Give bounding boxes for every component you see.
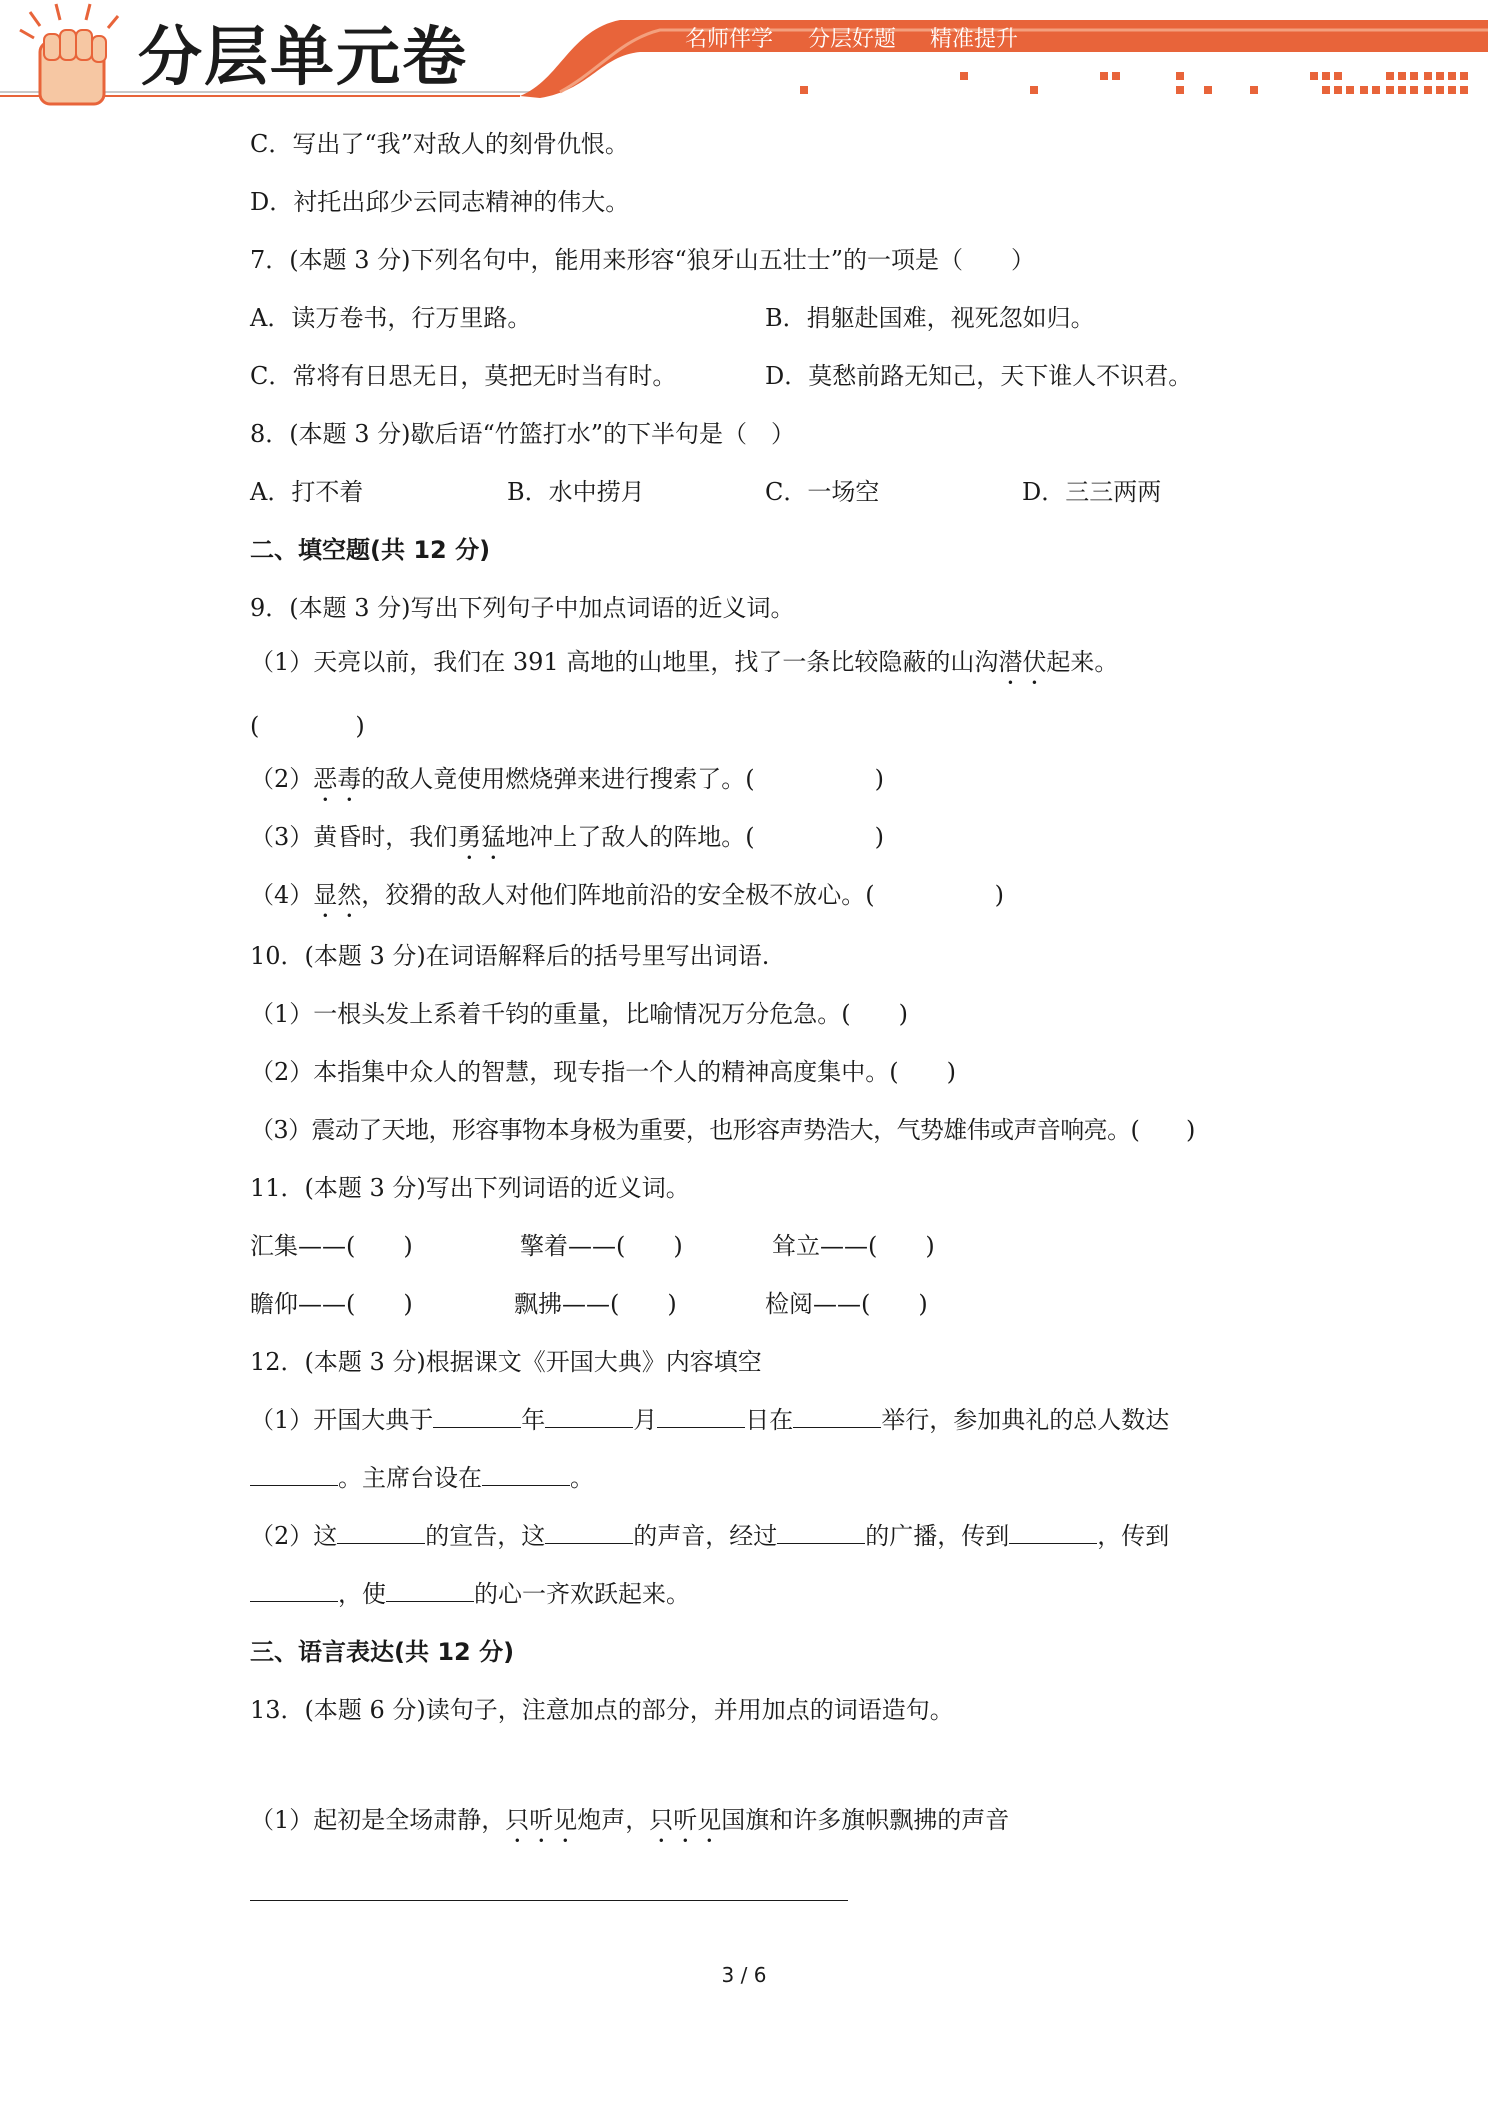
dotted-word: 勇猛 <box>457 823 506 851</box>
blank[interactable] <box>386 1579 474 1602</box>
text: （1）天亮以前，我们在 391 高地的山地里，找了一条比较隐蔽的山沟 <box>250 648 999 676</box>
question-13: 13．(本题 6 分)读句子，注意加点的部分，并用加点的词语造句。 <box>250 1696 954 1724</box>
section-heading: 二、填空题(共 12 分) <box>250 536 491 564</box>
text: （1）开国大典于 <box>250 1406 434 1434</box>
blank[interactable] <box>545 1521 633 1544</box>
blank[interactable] <box>250 1579 338 1602</box>
text: 炮声， <box>577 1806 650 1834</box>
option-line: D．衬托出邱少云同志精神的伟大。 <box>250 188 630 216</box>
blank[interactable] <box>250 1463 338 1486</box>
text: ，狡猾的敌人对他们阵地前沿的安全极不放心。( ) <box>361 881 1005 909</box>
slogan-2: 分层好题 <box>808 27 897 52</box>
option-d: D．三三两两 <box>1022 478 1162 506</box>
synonym-item: 擎着——( ) <box>520 1232 683 1260</box>
sub-question <box>250 1805 1009 1848</box>
option-b: B．水中捞月 <box>507 478 645 506</box>
text: 起来。 <box>1046 648 1119 676</box>
blank[interactable] <box>433 1405 521 1428</box>
slogan-3: 精准提升 <box>930 27 1019 52</box>
dotted-word: 只听见 <box>505 1806 578 1834</box>
synonym-item: 飘拂——( ) <box>514 1290 677 1318</box>
text: 。 <box>570 1464 594 1492</box>
synonym-item: 瞻仰——( ) <box>250 1290 413 1318</box>
text: 的宣告，这 <box>425 1522 546 1550</box>
blank[interactable] <box>657 1405 745 1428</box>
text: 日在 <box>745 1406 794 1434</box>
text: ，传到 <box>1097 1522 1170 1550</box>
text: 的广播，传到 <box>865 1522 1010 1550</box>
text: ，使 <box>338 1580 386 1608</box>
sub-question <box>250 880 1004 923</box>
synonym-item: 汇集——( ) <box>250 1232 413 1260</box>
text: 举行，参加典礼的总人数达 <box>881 1406 1170 1434</box>
option-c: C．常将有日思无日，莫把无时当有时。 <box>250 362 677 390</box>
fill-line <box>250 1521 1169 1551</box>
answer-line[interactable] <box>250 1900 848 1901</box>
blank[interactable] <box>337 1521 425 1544</box>
fill-line <box>250 1463 594 1493</box>
page-number: 3 / 6 <box>721 1963 767 1987</box>
synonym-item: 耸立——( ) <box>772 1232 935 1260</box>
text: （1）起初是全场肃静， <box>250 1806 506 1834</box>
fill-line <box>250 1405 1169 1435</box>
option-line: C．写出了“我”对敌人的刻骨仇恨。 <box>250 130 629 158</box>
blank[interactable] <box>545 1405 633 1428</box>
fill-line <box>250 1579 690 1609</box>
option-d: D．莫愁前路无知己，天下谁人不识君。 <box>765 362 1193 390</box>
sub-question: （3）震动了天地，形容事物本身极为重要，也形容声势浩大，气势雄伟或声音响亮。( ) <box>250 1116 1195 1144</box>
text: （3）黄昏时，我们 <box>250 823 458 851</box>
blank[interactable] <box>777 1521 865 1544</box>
sub-question <box>250 822 884 865</box>
synonym-item: 检阅——( ) <box>765 1290 928 1318</box>
slogan-1: 名师伴学 <box>685 27 774 52</box>
fist-logo-icon <box>20 4 118 104</box>
question-12: 12．(本题 3 分)根据课文《开国大典》内容填空 <box>250 1348 762 1376</box>
section-heading: 三、语言表达(共 12 分) <box>250 1638 515 1666</box>
question-11: 11．(本题 3 分)写出下列词语的近义词。 <box>250 1174 690 1202</box>
page-header <box>0 0 1488 110</box>
dotted-word: 潜伏 <box>998 648 1047 676</box>
text: （2） <box>250 765 314 793</box>
blank[interactable] <box>1009 1521 1097 1544</box>
blank[interactable] <box>482 1463 570 1486</box>
question-7: 7．(本题 3 分)下列名句中，能用来形容“狼牙山五壮士”的一项是（ ） <box>250 246 1036 274</box>
sub-question <box>250 647 1118 690</box>
question-9: 9．(本题 3 分)写出下列句子中加点词语的近义词。 <box>250 594 795 622</box>
brand-title: 分层单元卷 <box>138 21 468 95</box>
option-a: A．读万卷书，行万里路。 <box>250 304 532 332</box>
option-c: C．一场空 <box>765 478 880 506</box>
answer-bracket: ( ) <box>250 712 365 740</box>
text: 的心一齐欢跃起来。 <box>474 1580 690 1608</box>
question-10: 10．(本题 3 分)在词语解释后的括号里写出词语. <box>250 942 770 970</box>
dotted-word: 显然 <box>313 881 362 909</box>
text: 的声音，经过 <box>633 1522 778 1550</box>
sub-question <box>250 764 884 807</box>
text: （2）这 <box>250 1522 338 1550</box>
dotted-word: 只听见 <box>649 1806 722 1834</box>
text: 。主席台设在 <box>338 1464 482 1492</box>
option-a: A．打不着 <box>250 478 364 506</box>
text: 国旗和许多旗帜飘拂的声音 <box>721 1806 1010 1834</box>
sub-question: （2）本指集中众人的智慧，现专指一个人的精神高度集中。( ) <box>250 1058 956 1086</box>
blank[interactable] <box>793 1405 881 1428</box>
text: 月 <box>633 1406 658 1434</box>
dotted-word: 恶毒 <box>313 765 362 793</box>
text: 年 <box>521 1406 546 1434</box>
text: 地冲上了敌人的阵地。( ) <box>505 823 885 851</box>
text: 的敌人竟使用燃烧弹来进行搜索了。( ) <box>361 765 885 793</box>
option-b: B．捐躯赴国难，视死忽如归。 <box>765 304 1095 332</box>
sub-question: （1）一根头发上系着千钧的重量，比喻情况万分危急。( ) <box>250 1000 908 1028</box>
question-8: 8．(本题 3 分)歇后语“竹篮打水”的下半句是（ ） <box>250 420 796 448</box>
text: （4） <box>250 881 314 909</box>
